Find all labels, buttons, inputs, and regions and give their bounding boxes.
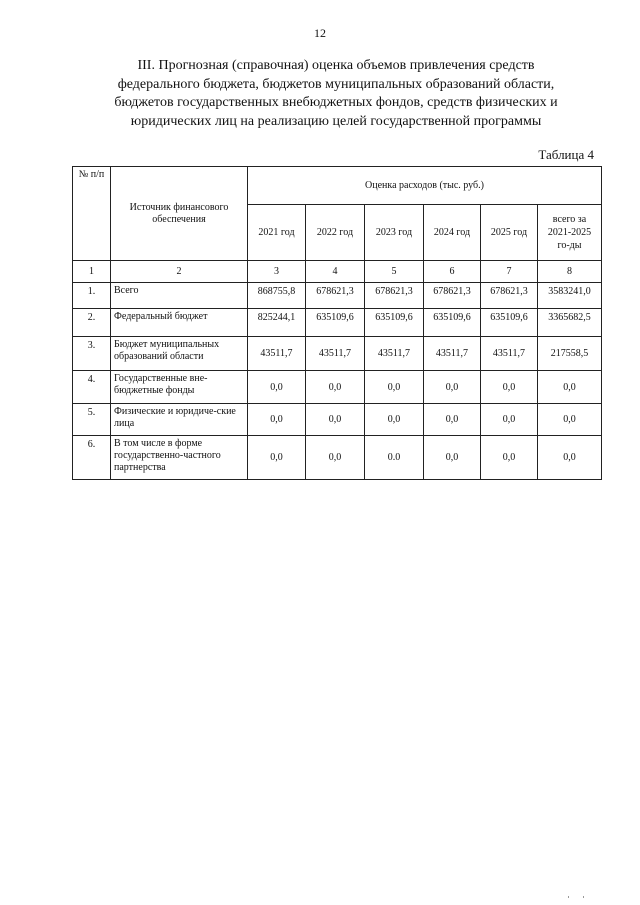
- column-index: 8: [538, 261, 602, 283]
- header-year: 2023 год: [365, 205, 424, 261]
- row-value: 0,0: [424, 371, 481, 404]
- column-index: 4: [306, 261, 365, 283]
- row-source: Бюджет муниципальных образований области: [111, 337, 248, 371]
- title-line: юридических лиц на реализацию целей государственной программы: [130, 113, 542, 129]
- table-row: [73, 404, 602, 436]
- row-value: 3365682,5: [538, 309, 602, 337]
- row-source: Федеральный бюджет: [111, 309, 248, 337]
- row-value: 0,0: [538, 404, 602, 436]
- row-number: 1.: [73, 283, 111, 309]
- row-value: 0,0: [365, 371, 424, 404]
- title-line: III. Прогнозная (справочная) оценка объемов привлечения средств: [137, 58, 535, 73]
- row-value: 0,0: [306, 371, 365, 404]
- page-number: 12: [314, 26, 326, 40]
- section-title: [72, 57, 600, 131]
- table-row: [73, 309, 602, 337]
- column-index: 6: [424, 261, 481, 283]
- row-number: 4.: [73, 371, 111, 404]
- row-value: 0,0: [424, 404, 481, 436]
- row-value: 43511,7: [424, 337, 481, 371]
- row-value: 0,0: [424, 436, 481, 480]
- row-value: 0,0: [306, 436, 365, 480]
- row-source: Физические и юридиче-ские лица: [111, 404, 248, 436]
- row-value: 0,0: [538, 371, 602, 404]
- header-year: 2025 год: [481, 205, 538, 261]
- row-value: 0,0: [481, 404, 538, 436]
- row-source: Государственные вне-бюджетные фонды: [111, 371, 248, 404]
- row-value: 43511,7: [481, 337, 538, 371]
- row-value: 0,0: [365, 404, 424, 436]
- row-value: 678621,3: [306, 283, 365, 309]
- table-row: [73, 283, 602, 309]
- row-value: 635109,6: [424, 309, 481, 337]
- row-value: 0,0: [248, 404, 306, 436]
- row-number: 5.: [73, 404, 111, 436]
- row-value: 0,0: [481, 371, 538, 404]
- row-number: 3.: [73, 337, 111, 371]
- column-index: 3: [248, 261, 306, 283]
- table-row: [73, 436, 602, 480]
- header-estimate: Оценка расходов (тыс. руб.): [248, 167, 602, 205]
- row-number: 2.: [73, 309, 111, 337]
- header-total: всего за 2021-2025 го-ды: [538, 205, 602, 261]
- column-index-row: [73, 261, 602, 283]
- header-number: № п/п: [73, 167, 111, 261]
- row-value: 43511,7: [248, 337, 306, 371]
- row-value: 635109,6: [365, 309, 424, 337]
- column-index: 1: [73, 261, 111, 283]
- header-year: 2021 год: [248, 205, 306, 261]
- title-line: федерального бюджета, бюджетов муниципальных образований области,: [117, 76, 555, 92]
- scan-mark: [568, 896, 584, 898]
- table-caption: Таблица 4: [538, 147, 594, 162]
- header-year: 2022 год: [306, 205, 365, 261]
- row-source: Всего: [111, 283, 248, 309]
- header-year: 2024 год: [424, 205, 481, 261]
- column-index: 7: [481, 261, 538, 283]
- row-value: 0.0: [365, 436, 424, 480]
- header-source: Источник финансового обеспечения: [111, 167, 248, 261]
- row-value: 217558,5: [538, 337, 602, 371]
- row-value: 3583241,0: [538, 283, 602, 309]
- row-value: 43511,7: [306, 337, 365, 371]
- row-value: 678621,3: [365, 283, 424, 309]
- row-number: 6.: [73, 436, 111, 480]
- row-value: 678621,3: [424, 283, 481, 309]
- row-value: 678621,3: [481, 283, 538, 309]
- column-index: 2: [111, 261, 248, 283]
- table-row: [73, 371, 602, 404]
- financing-table: [72, 166, 602, 480]
- row-value: 0,0: [481, 436, 538, 480]
- row-value: 0,0: [248, 436, 306, 480]
- row-value: 0,0: [306, 404, 365, 436]
- row-value: 0,0: [538, 436, 602, 480]
- row-value: 43511,7: [365, 337, 424, 371]
- row-value: 635109,6: [481, 309, 538, 337]
- row-value: 868755,8: [248, 283, 306, 309]
- row-source: В том числе в форме государственно-частного партнерства: [111, 436, 248, 480]
- row-value: 0,0: [248, 371, 306, 404]
- title-line: бюджетов государственных внебюджетных фондов, средств физических и: [114, 95, 558, 110]
- column-index: 5: [365, 261, 424, 283]
- row-value: 635109,6: [306, 309, 365, 337]
- row-value: 825244,1: [248, 309, 306, 337]
- table-row: [73, 337, 602, 371]
